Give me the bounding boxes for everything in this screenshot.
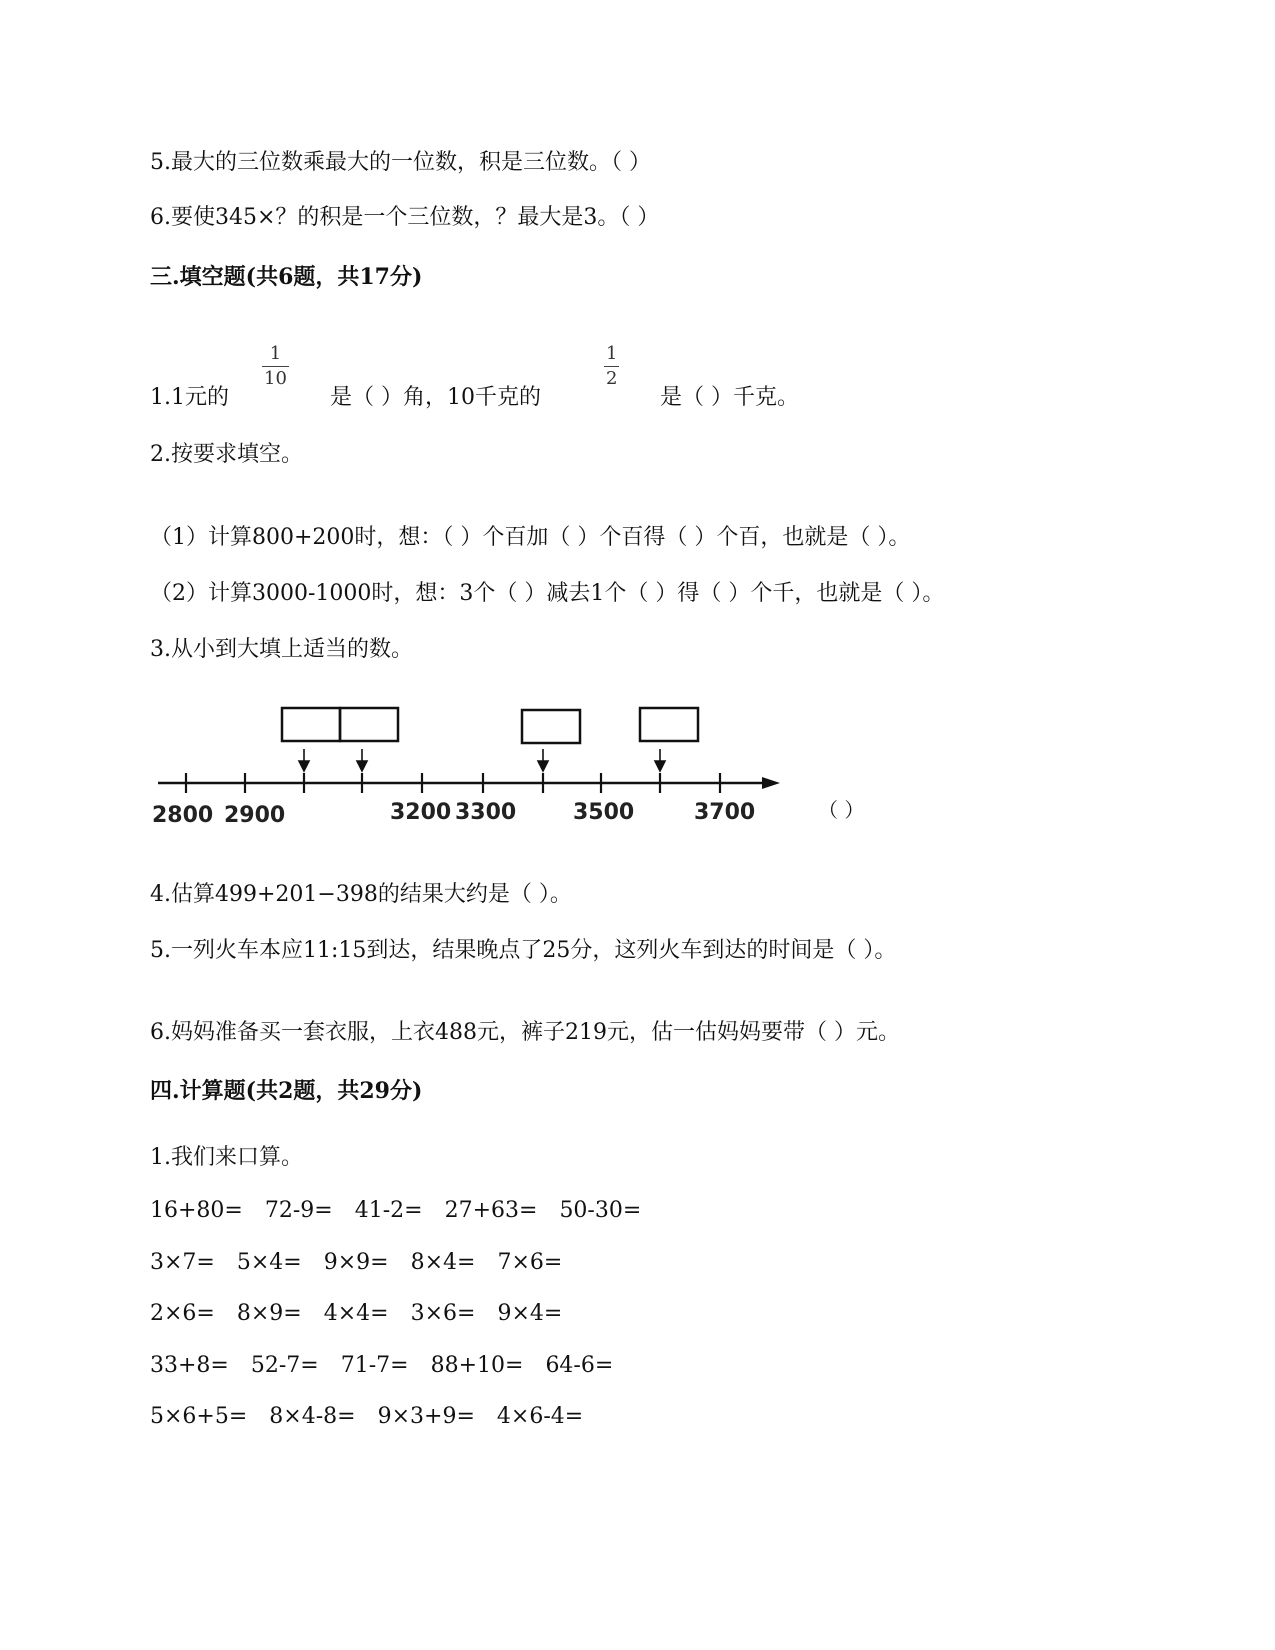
calc-item: 64-6= [545, 1353, 614, 1378]
calc-item: 41-2= [354, 1198, 423, 1223]
calc-item: 7×6= [497, 1250, 563, 1275]
calc-row-3 [150, 1299, 584, 1329]
fill-q5: 5.一列火车本应11:15到达，结果晚点了25分，这列火车到达的时间是（ ）。 [150, 938, 897, 963]
fraction-denominator: 2 [606, 368, 618, 389]
tick-label-3700: 3700 [694, 800, 756, 825]
fill-q2-sub1: （1）计算800+200时，想：（ ）个百加（ ）个百得（ ）个百，也就是（ ）。 [150, 525, 911, 550]
calc-item: 9×3+9= [377, 1404, 475, 1429]
calc-q1-title: 1.我们来口算。 [150, 1145, 303, 1170]
calc-item: 33+8= [150, 1353, 229, 1378]
calc-item: 4×4= [323, 1301, 389, 1326]
calc-item: 50-30= [559, 1198, 642, 1223]
section3-heading: 三.填空题(共6题，共17分) [150, 264, 423, 290]
tick-label-3200: 3200 [390, 800, 452, 825]
fill-q2-sub2: （2）计算3000-1000时，想：3个（ ）减去1个（ ）得（ ）个千，也就是（ ）。 [150, 581, 945, 606]
axis-arrow-head [762, 777, 780, 789]
fill-q6: 6.妈妈准备买一套衣服，上衣488元，裤子219元，估一估妈妈要带（ ）元。 [150, 1020, 900, 1045]
arrow-head-2 [357, 761, 367, 771]
calc-item: 9×9= [323, 1250, 389, 1275]
tick-label-3300: 3300 [455, 800, 517, 825]
calc-item: 5×6+5= [150, 1404, 248, 1429]
calc-item: 4×6-4= [496, 1404, 584, 1429]
number-line-figure [150, 705, 810, 840]
calc-item: 27+63= [444, 1198, 538, 1223]
tick-label-3500: 3500 [573, 800, 635, 825]
calc-item: 2×6= [150, 1301, 215, 1326]
calc-item: 9×4= [497, 1301, 563, 1326]
tick-label-2900: 2900 [224, 803, 286, 828]
calc-item: 3×6= [410, 1301, 476, 1326]
fill-q1-part2: 是（ ）角，10千克的 [330, 385, 541, 410]
answer-box-4 [640, 708, 698, 741]
arrow-head-4 [655, 761, 665, 771]
fill-q4: 4.估算499+201−398的结果大约是（ ）。 [150, 882, 572, 907]
fill-q3-answer-blank: （ ） [818, 798, 865, 822]
fill-q1-part3: 是（ ）千克。 [660, 385, 799, 410]
fraction-one-tenth [262, 344, 289, 389]
calc-row-5 [150, 1402, 605, 1432]
fraction-denominator: 10 [264, 368, 287, 389]
calc-item: 72-9= [264, 1198, 333, 1223]
fraction-bar [262, 366, 289, 367]
calc-item: 5×4= [236, 1250, 302, 1275]
calc-item: 16+80= [150, 1198, 243, 1223]
fraction-bar [604, 366, 619, 367]
answer-box-2 [340, 708, 398, 741]
calc-item: 3×7= [150, 1250, 215, 1275]
fill-q3-title: 3.从小到大填上适当的数。 [150, 637, 413, 662]
fraction-numerator: 1 [606, 343, 618, 364]
calc-item: 8×4-8= [269, 1404, 356, 1429]
calc-item: 71-7= [340, 1353, 409, 1378]
fill-q1-part1: 1.1元的 [150, 385, 229, 410]
fraction-numerator: 1 [269, 343, 282, 364]
fill-q2-title: 2.按要求填空。 [150, 442, 303, 467]
calc-item: 8×9= [236, 1301, 302, 1326]
calc-row-4 [150, 1351, 635, 1381]
section4-heading: 四.计算题(共2题，共29分) [150, 1078, 423, 1104]
calc-row-2 [150, 1248, 584, 1278]
fraction-one-half [604, 344, 619, 389]
tick-label-2800: 2800 [152, 803, 214, 828]
answer-box-3 [522, 710, 580, 743]
arrow-head-1 [299, 761, 309, 771]
arrow-head-3 [538, 761, 548, 771]
judgement-q5: 5.最大的三位数乘最大的一位数，积是三位数。（ ） [150, 150, 651, 175]
answer-box-1 [282, 708, 340, 741]
calc-row-1 [150, 1196, 663, 1226]
calc-item: 8×4= [410, 1250, 476, 1275]
calc-item: 52-7= [250, 1353, 319, 1378]
judgement-q6: 6.要使345×？的积是一个三位数，？最大是3。（ ） [150, 205, 660, 230]
calc-item: 88+10= [430, 1353, 524, 1378]
